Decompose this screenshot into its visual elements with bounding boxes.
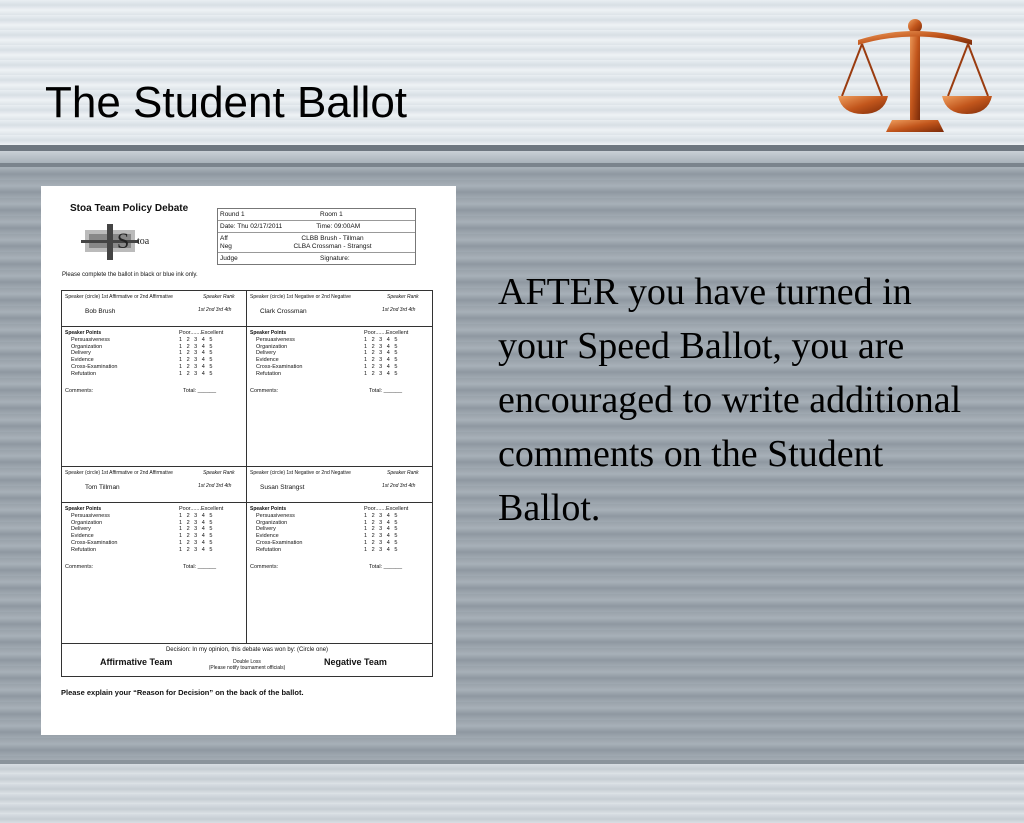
date-label: Date: Thu 02/17/2011 — [220, 223, 283, 230]
round-info-table — [217, 208, 416, 265]
scale-label: Poor.......Excellent — [364, 506, 409, 512]
comments-label: Comments: — [250, 564, 279, 570]
rank-label: Speaker Rank — [203, 294, 235, 300]
speaker-name: Susan Strangst — [260, 484, 305, 491]
speaker-name: Clark Crossman — [260, 308, 307, 315]
double-loss-option — [202, 659, 292, 671]
points-label: Speaker Points — [250, 330, 287, 336]
scale-numbers: 1 2 3 4 5 — [179, 336, 213, 343]
speaker-head: Speaker (circle) 1st Negative or 2nd Negative — [250, 294, 351, 300]
scale-numbers: 1 2 3 4 5 — [364, 519, 398, 526]
slide-footer — [0, 760, 1024, 823]
rank-options: 1st 2nd 3rd 4th — [198, 483, 232, 489]
category-label: Organization — [256, 519, 288, 526]
scale-numbers: 1 2 3 4 5 — [179, 539, 213, 546]
comments-label: Comments: — [65, 388, 94, 394]
balance-scales-icon — [836, 18, 992, 136]
ink-note: Please complete the ballot in black or blue ink only. — [62, 272, 198, 278]
category-label: Delivery — [71, 350, 91, 357]
speaker-head: Speaker (circle) 1st Affirmative or 2nd Affirmative — [65, 294, 173, 300]
scale-numbers: 1 2 3 4 5 — [179, 546, 213, 553]
speaker-grid — [61, 290, 433, 677]
time-label: Time: 09:00AM — [316, 223, 361, 230]
category-label: Cross-Examination — [256, 539, 303, 546]
scale-numbers: 1 2 3 4 5 — [179, 350, 213, 357]
reason-note: Please explain your “Reason for Decision” on the back of the ballot. — [61, 688, 304, 697]
scale-numbers: 1 2 3 4 5 — [364, 363, 398, 370]
scale-numbers: 1 2 3 4 5 — [179, 343, 213, 350]
total-label: Total: ______ — [369, 564, 403, 570]
stoa-logo — [81, 222, 171, 262]
scale-numbers: 1 2 3 4 5 — [364, 526, 398, 533]
category-label: Refutation — [256, 546, 282, 553]
speaker-head: Speaker (circle) 1st Negative or 2nd Negative — [250, 470, 351, 476]
comments-label: Comments: — [65, 564, 94, 570]
scale-numbers: 1 2 3 4 5 — [179, 370, 213, 377]
scale-numbers: 1 2 3 4 5 — [364, 533, 398, 540]
category-label: Evidence — [256, 533, 279, 540]
negative-team-option: Negative Team — [324, 657, 387, 667]
points-label: Speaker Points — [250, 506, 287, 512]
speaker-points-table — [250, 506, 408, 554]
category-label: Cross-Examination — [71, 539, 118, 546]
points-label: Speaker Points — [65, 330, 102, 336]
scale-numbers: 1 2 3 4 5 — [364, 539, 398, 546]
scale-numbers: 1 2 3 4 5 — [179, 357, 213, 364]
scale-numbers: 1 2 3 4 5 — [364, 357, 398, 364]
scale-numbers: 1 2 3 4 5 — [364, 350, 398, 357]
scale-numbers: 1 2 3 4 5 — [364, 336, 398, 343]
points-label: Speaker Points — [65, 506, 102, 512]
rank-options: 1st 2nd 3rd 4th — [382, 483, 416, 489]
category-label: Organization — [256, 343, 288, 350]
double-loss-label: Double Loss — [233, 659, 261, 665]
category-label: Persuasiveness — [256, 336, 295, 343]
speaker-head: Speaker (circle) 1st Affirmative or 2nd Affirmative — [65, 470, 173, 476]
scale-numbers: 1 2 3 4 5 — [179, 512, 213, 519]
category-label: Refutation — [256, 370, 282, 377]
ballot-image — [41, 186, 456, 735]
ballot-title: Stoa Team Policy Debate — [70, 203, 189, 214]
header-divider-band — [0, 151, 1024, 163]
category-label: Refutation — [71, 370, 97, 377]
category-label: Persuasiveness — [71, 512, 110, 519]
slide-body-text: AFTER you have turned in your Speed Ballot, you are encouraged to write additional comments on the Student Ballot. — [498, 271, 962, 529]
round-label: Round 1 — [220, 211, 245, 218]
category-label: Organization — [71, 519, 103, 526]
category-label: Persuasiveness — [256, 512, 295, 519]
grid-divider — [246, 291, 247, 643]
neg-team-name: CLBA Crossman - Strangst — [293, 242, 372, 250]
signature-label: Signature: — [320, 255, 350, 262]
total-label: Total: ______ — [369, 388, 403, 394]
category-label: Cross-Examination — [71, 363, 118, 370]
grid-line — [62, 502, 432, 503]
rank-options: 1st 2nd 3rd 4th — [198, 307, 232, 313]
neg-label: Neg — [220, 242, 232, 250]
speaker-name: Bob Brush — [85, 308, 116, 315]
judge-label: Judge — [220, 255, 238, 262]
svg-text:toa: toa — [137, 236, 150, 247]
aff-team-name: CLBB Brush - Tillman — [301, 234, 364, 242]
header-divider-lower — [0, 163, 1024, 167]
scale-numbers: 1 2 3 4 5 — [179, 519, 213, 526]
scale-numbers: 1 2 3 4 5 — [364, 512, 398, 519]
category-label: Evidence — [71, 533, 94, 540]
total-label: Total: ______ — [183, 388, 217, 394]
speaker-name: Tom Tillman — [85, 484, 120, 491]
grid-line — [62, 466, 432, 467]
scale-numbers: 1 2 3 4 5 — [179, 533, 213, 540]
speaker-points-table — [65, 330, 223, 378]
rank-options: 1st 2nd 3rd 4th — [382, 307, 416, 313]
rank-label: Speaker Rank — [203, 470, 235, 476]
room-label: Room 1 — [320, 211, 343, 218]
category-label: Evidence — [71, 357, 94, 364]
total-label: Total: ______ — [183, 564, 217, 570]
category-label: Delivery — [256, 526, 276, 533]
category-label: Refutation — [71, 546, 97, 553]
speaker-points-table — [65, 506, 223, 554]
decision-box — [62, 643, 432, 676]
category-label: Persuasiveness — [71, 336, 110, 343]
svg-text:S: S — [117, 228, 130, 253]
scale-label: Poor.......Excellent — [364, 330, 409, 336]
double-loss-note: (Please notify tournament officials) — [208, 665, 286, 671]
comments-label: Comments: — [250, 388, 279, 394]
aff-label: Aff — [220, 234, 228, 242]
rank-label: Speaker Rank — [387, 294, 419, 300]
slide-title: The Student Ballot — [45, 78, 408, 127]
category-label: Cross-Examination — [256, 363, 303, 370]
decision-line: Decision: In my opinion, this debate was won by: (Circle one) — [165, 647, 329, 653]
rank-label: Speaker Rank — [387, 470, 419, 476]
affirmative-team-option: Affirmative Team — [100, 657, 173, 667]
grid-line — [62, 326, 432, 327]
scale-numbers: 1 2 3 4 5 — [179, 526, 213, 533]
scale-label: Poor.......Excellent — [179, 330, 224, 336]
scale-numbers: 1 2 3 4 5 — [364, 370, 398, 377]
category-label: Evidence — [256, 357, 279, 364]
speaker-points-table — [250, 330, 408, 378]
scale-label: Poor.......Excellent — [179, 506, 224, 512]
scale-numbers: 1 2 3 4 5 — [364, 546, 398, 553]
category-label: Delivery — [256, 350, 276, 357]
scale-numbers: 1 2 3 4 5 — [179, 363, 213, 370]
scale-numbers: 1 2 3 4 5 — [364, 343, 398, 350]
category-label: Delivery — [71, 526, 91, 533]
category-label: Organization — [71, 343, 103, 350]
